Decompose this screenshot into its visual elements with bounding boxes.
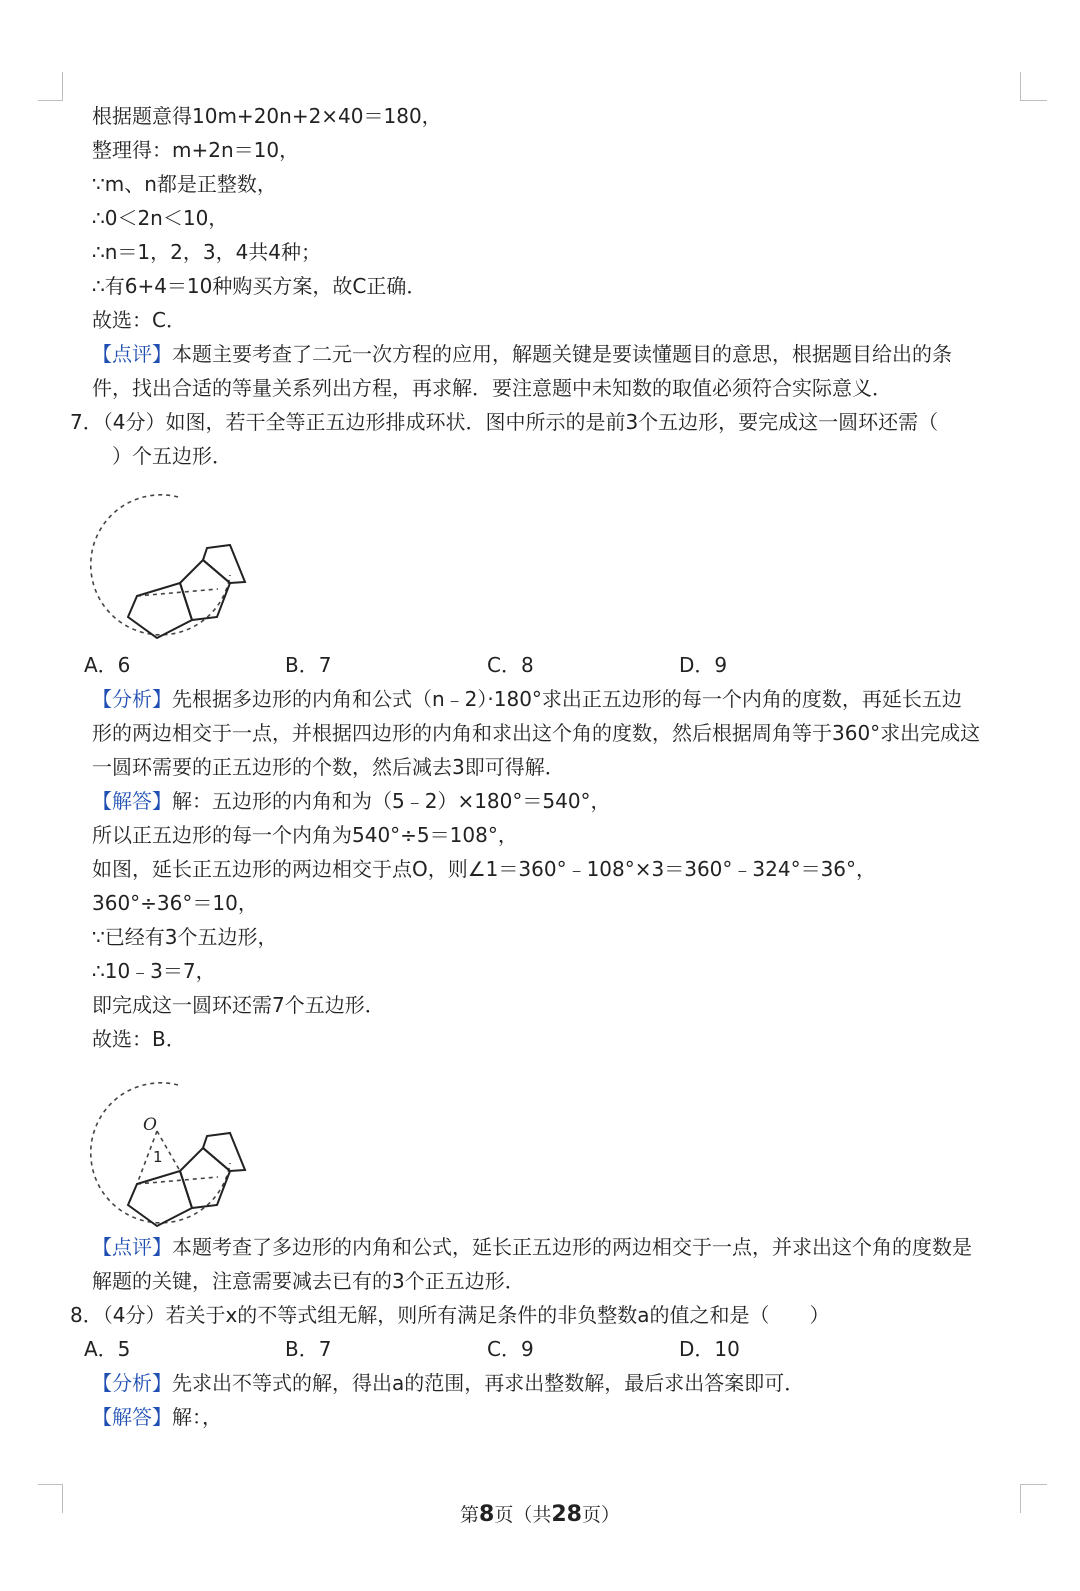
- solution-line: ∴10﹣3＝7，: [92, 959, 216, 983]
- question-7-stem: 7．（4分）如图，若干全等正五边形排成环状．图中所示的是前3个五边形，要完成这一圆环还需（: [70, 410, 939, 434]
- footer-page-number: 8: [479, 1502, 495, 1527]
- text-line: ∴有6+4＝10种购买方案，故C正确．: [92, 274, 427, 298]
- figure-pentagon-ring-extended: [80, 1058, 260, 1238]
- text-line: ∵m、n都是正整数，: [92, 172, 277, 196]
- solution-line: [92, 788, 611, 814]
- label-1: 1: [153, 1148, 163, 1166]
- option-b: B．7: [285, 1337, 332, 1361]
- solution-tag: 【解答】: [92, 789, 172, 813]
- analysis-tag: 【分析】: [92, 687, 172, 711]
- solution-line: 所以正五边形的每一个内角为540°÷5＝108°，: [92, 823, 518, 847]
- comment-tag: 【点评】: [92, 342, 172, 366]
- analysis-line: [92, 1370, 804, 1396]
- footer-total-pages: 28: [551, 1502, 582, 1527]
- option-b: B．7: [285, 653, 332, 677]
- option-a: A．5: [84, 1337, 131, 1361]
- solution-tag: 【解答】: [92, 1405, 172, 1429]
- option-c: C．9: [487, 1337, 534, 1361]
- footer-mid: 页（共: [494, 1504, 552, 1526]
- option-d: D．10: [679, 1337, 740, 1361]
- solution-line: 如图，延长正五边形的两边相交于点O，则∠1＝360°﹣108°×3＝360°﹣324°＝36°，: [92, 857, 877, 881]
- solution-line: 360°÷36°＝10，: [92, 891, 258, 915]
- analysis-text: 先求出不等式的解，得出a的范围，再求出整数解，最后求出答案即可．: [172, 1371, 805, 1395]
- solution-line: 即完成这一圆环还需7个五边形．: [92, 993, 385, 1017]
- figure-pentagon-ring: [80, 470, 260, 650]
- label-o: O: [143, 1115, 157, 1135]
- text-line: ∴n＝1，2，3，4共4种；: [92, 240, 322, 264]
- option-a: A．6: [84, 653, 131, 677]
- question-8-stem: 8．（4分）若关于x的不等式组无解，则所有满足条件的非负整数a的值之和是（ ）: [70, 1303, 830, 1327]
- question-7-stem-cont: ）个五边形．: [112, 444, 232, 468]
- comment-line: [92, 341, 952, 367]
- footer-pre: 第: [460, 1504, 480, 1526]
- solution-text: 解：，: [172, 1405, 222, 1429]
- analysis-line: 形的两边相交于一点，并根据四边形的内角和求出这个角的度数，然后根据周角等于360°求出完成这: [92, 721, 981, 745]
- comment-line: [92, 1234, 972, 1260]
- comment-line: 解题的关键，注意需要减去已有的3个正五边形．: [92, 1269, 525, 1293]
- crop-mark-top-left: [38, 72, 63, 101]
- option-c: C．8: [487, 653, 534, 677]
- comment-line: 件，找出合适的等量关系列出方程，再求解．要注意题中未知数的取值必须符合实际意义．: [92, 376, 892, 400]
- footer-post: 页）: [581, 1504, 620, 1526]
- analysis-tag: 【分析】: [92, 1371, 172, 1395]
- comment-tag: 【点评】: [92, 1235, 172, 1259]
- text-line: 整理得：m+2n＝10，: [92, 138, 300, 162]
- solution-line: [92, 1404, 222, 1430]
- crop-mark-top-right: [1020, 72, 1047, 101]
- comment-text: 本题考查了多边形的内角和公式，延长正五边形的两边相交于一点，并求出这个角的度数是: [172, 1235, 972, 1259]
- solution-line: ∵已经有3个五边形，: [92, 925, 278, 949]
- page-footer: [0, 1502, 1080, 1528]
- text-line: ∴0＜2n＜10，: [92, 206, 229, 230]
- solution-text: 解：五边形的内角和为（5﹣2）×180°＝540°，: [172, 789, 611, 813]
- analysis-line: [92, 686, 962, 712]
- analysis-text: 先根据多边形的内角和公式（n﹣2）·180°求出正五边形的每一个内角的度数，再延长五边: [172, 687, 962, 711]
- text-line: 故选：C．: [92, 308, 186, 332]
- comment-text: 本题主要考查了二元一次方程的应用，解题关键是要读懂题目的意思，根据题目给出的条: [172, 342, 952, 366]
- solution-line: 故选：B．: [92, 1027, 186, 1051]
- option-d: D．9: [679, 653, 728, 677]
- text-line: 根据题意得10m+20n+2×40＝180，: [92, 104, 442, 128]
- analysis-line: 一圆环需要的正五边形的个数，然后减去3即可得解．: [92, 755, 565, 779]
